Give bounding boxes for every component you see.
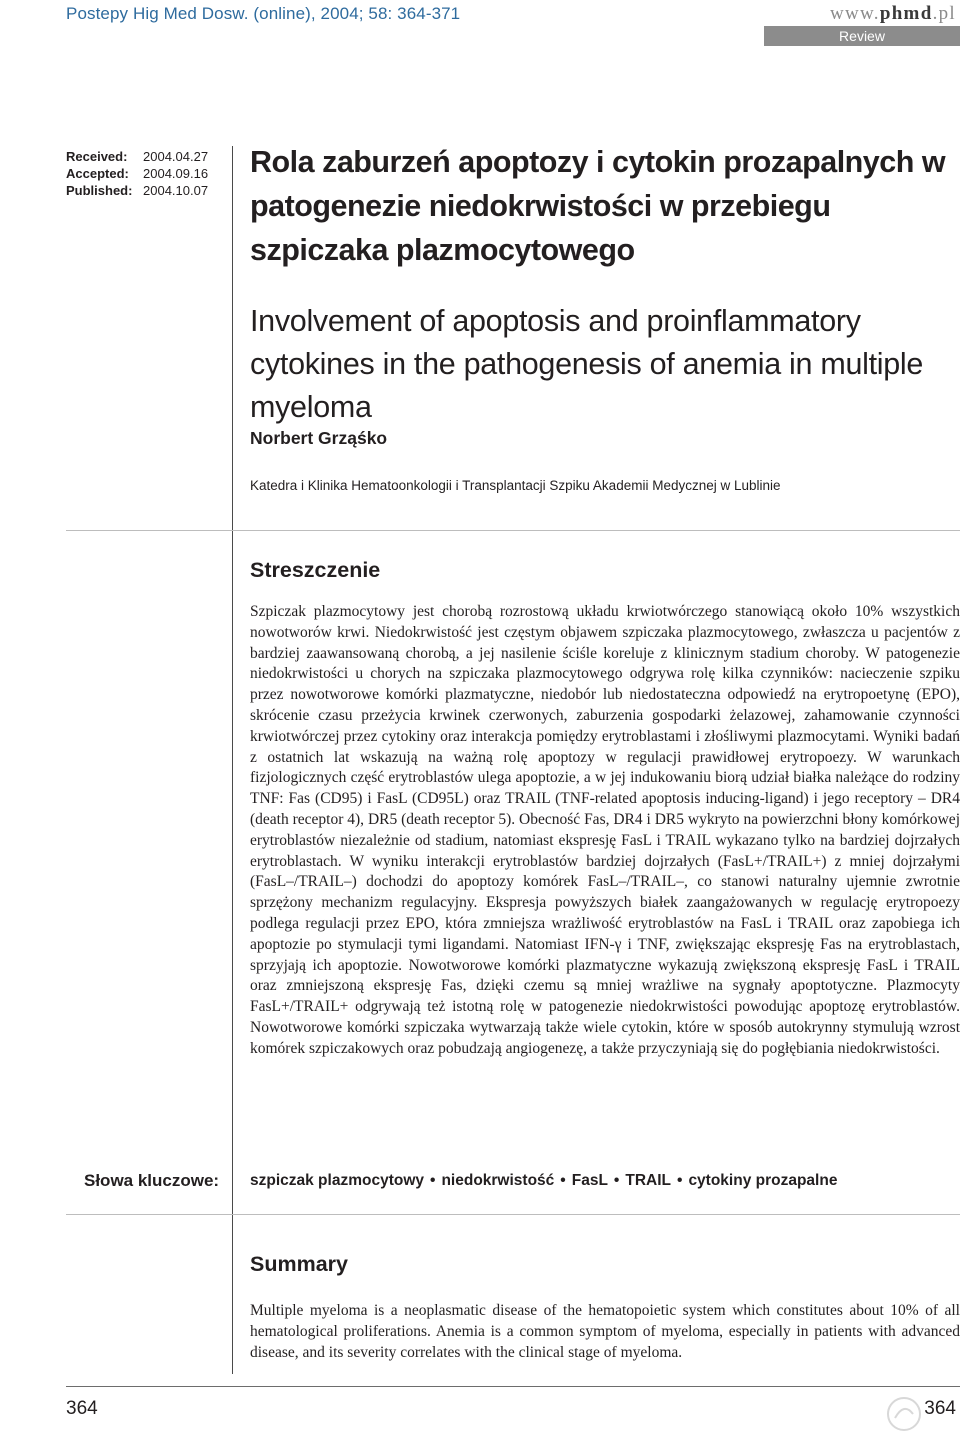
keyword: FasL: [571, 1172, 608, 1189]
keyword: szpiczak plazmocytowy: [250, 1172, 425, 1189]
abstract-text: Szpiczak plazmocytowy jest chorobą rozrostową układu krwiotwórczego stanowiącą około 10% wszystkich nowotworów krwi. Niedokrwistość jest częstym objawem szpiczaka plazmocytowego, zwłaszcza u pacjentów z bardziej zaawansowaną chorobą, a jej nasilenie ściśle koreluje z klinicznym stadium choroby. W patogenezie niedokrwistości u chorych na szpiczaka plazmocytowego odgrywa rolę kilka czynników: nacieczenie szpiku przez nowotworowe komórki plazmatyczne, niedobór lub niedostateczna odpowiedź na erytropoetynę (EPO), skrócenie czasu przeżycia krwinek czerwonych, zaburzenia gospodarki żelazowej, zahamowanie czynności krwiotwórczej przez cytokiny oraz interakcja pomiędzy erytroblastami i złośliwymi plazmocytami. Wyniki badań z ostatnich lat wskazują na ważną rolę apoptozy w regulacji prawidłowej erytropoezy. W warunkach fizjologicznych część erytroblastów ulega apoptozie, a w jej indukowaniu biorą udział białka należące do rodziny TNF: Fas (CD95) i FasL (CD95L) oraz TRAIL (TNF-related apoptosis inducing-ligand) i jego receptory – DR4 (death receptor 4), DR5 (death receptor 5). Obecność Fas, DR4 i DR5 wykryto na powierzchni błony komórkowej erytroblastów niezależnie od stadium, natomiast ekspresję FasL i TRAIL wykazano tylko na bardziej dojrzałych erytroblastach. W wyniku interakcji erytroblastów bardziej dojrzałych (FasL+/TRAIL+) z mniej dojrzałymi (FasL–/TRAIL–) dochodzi do apoptozy komórek FasL–/TRAIL–, co stanowi naturalny ujemnie zwrotnie sprzężony mechanizm regulacyjny. Ekspresja powyższych białek zaangażowanych w regulację erytropoezy podlega regulacji przez EPO, która zmniejsza wrażliwość erytroblastów na FasL i TRAIL oraz zapobiega ich apoptozie po stymulacji tymi ligandami. Natomiast IFN-γ i TNF, zwiększając ekspresję Fas na erytroblastach, sprzyjają ich apoptozie. Nowotworowe komórki plazmatyczne wykazują zwiększoną ekspresję FasL i TRAIL oraz zmniejszoną ekspresję Fas, dzięki czemu są mniej wrażliwe na sygnały apoptotyczne. Plazmocyty FasL+/TRAIL+ odgrywają też istotną rolę w patogenezie niedokrwistości powodując apoptozę erytroblastów. Nowotworowe komórki szpiczaka wytwarzają także wiele cytokin, które w sposób autokrynny stymulują wzrost komórek szpiczakowych oraz pobudzają angiogenezę, a także przyczyniają się do pogłębiania niedokrwistości.: [250, 603, 960, 1057]
keyword-separator: •: [430, 1172, 436, 1189]
page-number-left: 364: [66, 1398, 98, 1419]
date-label: Accepted:: [66, 166, 129, 181]
keyword: cytokiny prozapalne: [688, 1172, 838, 1189]
keyword-separator: •: [677, 1172, 683, 1189]
journal-citation: Postepy Hig Med Dosw. (online), 2004; 58: 364-371: [66, 4, 461, 23]
keywords-label: Słowa kluczowe:: [84, 1171, 220, 1190]
date-value: 2004.10.07: [143, 183, 209, 198]
article-dates: [66, 148, 208, 199]
divider-affiliation: [66, 530, 960, 531]
keyword-separator: •: [560, 1172, 566, 1189]
author-affiliation: Katedra i Klinika Hematoonkologii i Transplantacji Szpiku Akademii Medycznej w Lublinie: [250, 478, 781, 493]
title-polish: Rola zaburzeń apoptozy i cytokin prozapalnych w patogenezie niedokrwistości w przebiegu szpiczaka plazmocytowego: [250, 145, 946, 267]
date-row-published: [66, 182, 208, 199]
website-prefix: www.: [829, 3, 880, 24]
summary-heading: Summary: [250, 1252, 348, 1276]
date-row-received: [66, 148, 208, 165]
publisher-logo-icon: [886, 1396, 922, 1432]
date-value: 2004.09.16: [143, 166, 209, 181]
divider-keywords: [66, 1214, 960, 1215]
date-label: Published:: [66, 183, 133, 198]
article-type-badge: Review: [764, 26, 960, 46]
keyword: niedokrwistość: [441, 1172, 555, 1189]
author-name: Norbert Grząśko: [250, 428, 388, 448]
keywords-list: [250, 1172, 837, 1190]
summary-text: Multiple myeloma is a neoplasmatic disease of the hematopoietic system which constitutes about 10% of all hematological proliferations. Anemia is a common symptom of myeloma, especially in patients with advanced disease, and its severity correlates with the clinical stage of myeloma.: [250, 1302, 960, 1361]
title-english: Involvement of apoptosis and proinflammatory cytokines in the pathogenesis of anemia in multiple myeloma: [250, 304, 924, 424]
website-suffix: .pl: [932, 3, 956, 24]
divider-footer: [66, 1386, 960, 1387]
date-row-accepted: [66, 165, 208, 182]
keyword-separator: •: [613, 1172, 620, 1189]
keyword: TRAIL: [625, 1172, 671, 1189]
date-label: Received:: [66, 149, 128, 164]
date-value: 2004.04.27: [143, 149, 209, 164]
journal-website[interactable]: [830, 3, 956, 25]
abstract-heading: Streszczenie: [250, 558, 381, 582]
vertical-divider: [232, 146, 233, 1374]
website-domain: phmd: [879, 3, 933, 24]
page-number-right: 364: [924, 1398, 956, 1419]
